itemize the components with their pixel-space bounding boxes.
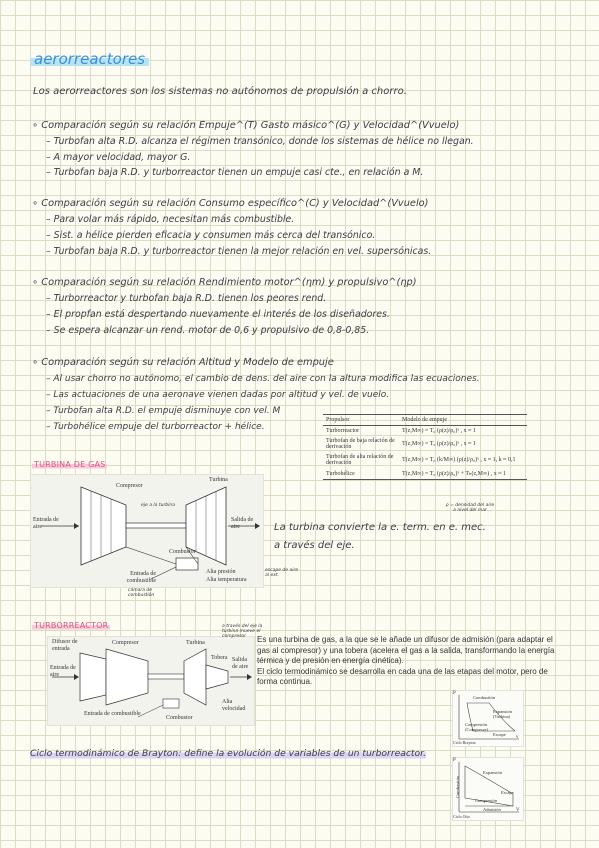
- table-header: Modelo de empuje: [402, 417, 447, 423]
- section-2-item: – Turbofan baja R.D. y turborreactor tienen la mejor relación en vel. supersónicas.: [46, 246, 432, 257]
- compressor-shape: [106, 649, 148, 705]
- label-alta-temperatura: Alta temperatura: [206, 577, 247, 583]
- graph1-label: Escape: [493, 732, 506, 737]
- shaft-shape: [126, 523, 186, 528]
- thrust-model-table: [323, 414, 527, 480]
- arrow-icon: [247, 674, 252, 680]
- turbina-caption-2: a través del eje.: [274, 540, 355, 551]
- table-row: [323, 436, 527, 452]
- turborreactor-tag: TURBORREACTOR: [34, 621, 109, 630]
- page-title: aerorreactores: [30, 50, 149, 68]
- section-4-item: – Al usar chorro no autónomo, el cambio de dens. del aire con la altura modifica las ecuaciones.: [46, 374, 480, 384]
- label-salida-aire: Salida de aire: [232, 657, 249, 670]
- table-cell: T(z,M∞) = T₀ (k/M∞) (ρ(z)/ρ₀)ˣ , x ≈ 1, k ≈ 0,1: [402, 457, 516, 463]
- label-difusor: Difusor de entrada: [52, 639, 78, 652]
- table-cell: T(z,M∞) = T₀ (ρ(z)/ρ₀)ˣ , x ≈ 1: [402, 428, 476, 434]
- section-2-item-3: Turbofan baja R.D. y turborreactor tienen la mejor relación en vel. supersónicas.: [53, 246, 432, 257]
- note-turbina-compresor: a través del eje la turbina mueve el compresor: [222, 624, 263, 639]
- section-1-heading-text: Comparación según su relación Empuje^(T) Gasto másico^(G) y Velocidad^(Vvuelo): [41, 120, 460, 131]
- section-1-heading: [32, 120, 459, 131]
- note-escape: escape de aire al ext.: [265, 568, 299, 578]
- brayton-sentence: Ciclo termodinámico de Brayton: define la evolución de variables de un turborreactor.: [30, 748, 427, 759]
- arrow-icon: [74, 523, 79, 529]
- label-combustor: Combustor: [166, 715, 193, 721]
- turborreactor-description: [257, 635, 557, 688]
- graph1-caption: Ciclo Brayton: [453, 740, 476, 745]
- bullet-dot: ∘: [32, 120, 39, 131]
- label-salida-aire: Salida de aire: [231, 517, 254, 530]
- graph1-label: Combustión: [473, 695, 496, 700]
- section-3-item-1: Turborreactor y turbofan baja R.D. tienen los peores rend.: [53, 293, 327, 304]
- section-4-item-2: Las actuaciones de una aeronave vienen dadas por altitud y vel. de vuelo.: [53, 390, 390, 400]
- section-1-item: – A mayor velocidad, mayor G.: [46, 152, 191, 163]
- section-4-item-3: Turbofan alta R.D. el empuje disminuye con vel. M: [53, 406, 281, 416]
- section-4-item-4: Turbohélice empuje del turborreactor + hélice.: [53, 422, 265, 432]
- table-row: [323, 426, 527, 437]
- table-cell: Turbohélice: [326, 470, 355, 477]
- section-3-heading-text: Comparación según su relación Rendimiento motor^(ηm) y propulsivo^(ηp): [41, 277, 417, 288]
- section-4-item: – Las actuaciones de una aeronave vienen dadas por altitud y vel. de vuelo.: [46, 390, 390, 400]
- bullet-dot: ∘: [32, 357, 39, 368]
- section-1-item: – Turbofan alta R.D. alcanza el régimen transónico, donde los sistemas de hélice no llegan.: [46, 136, 474, 147]
- table-cell: T(z,M∞) = T₀ (ρ(z)/ρ₀)ˣ , x ≈ 1: [402, 441, 476, 447]
- section-2-item: – Para volar más rápido, necesitan más combustible.: [46, 214, 295, 225]
- section-2-heading: [32, 198, 429, 209]
- table-cell: Turbofan de alta relación de derivación: [326, 454, 394, 466]
- table-cell: Turborreactor: [326, 428, 360, 434]
- section-4-item-1: Al usar chorro no autónomo, el cambio de dens. del aire con la altura modifica las ecuaciones.: [53, 374, 480, 384]
- section-4-item: – Turbohélice empuje del turborreactor + hélice.: [46, 422, 265, 432]
- section-3-item: – Turborreactor y turbofan baja R.D. tienen los peores rend.: [46, 293, 327, 304]
- graph1-label: Expansión (Turbina): [493, 709, 512, 719]
- bullet-dot: ∘: [32, 277, 39, 288]
- label-turbina: Turbina: [209, 477, 228, 483]
- graph1-label: Compresión (Compresor): [465, 722, 488, 732]
- turbine-shape: [184, 649, 206, 705]
- turbina-caption-1: La turbina convierte la e. term. en e. mec.: [274, 522, 486, 533]
- section-1-item-3: Turbofan baja R.D. y turborreactor tienen un empuje casi cte., en relación a M.: [53, 167, 424, 178]
- label-turbina: Turbina: [186, 640, 205, 646]
- graph2-label: Expansión: [483, 770, 502, 775]
- table-cell: T(z,M∞) = T₀ (ρ(z)/ρ₀)ˣ + Tₕ(z,M∞) , x ≈ 1: [402, 471, 507, 477]
- section-3-item: – El propfan está despertando nuevamente el interés de los diseñadores.: [46, 309, 390, 320]
- intro-text: Los aerorreactores son los sistemas no autónomos de propulsión a chorro.: [33, 86, 407, 97]
- otto-graph: [452, 757, 524, 821]
- graph2-ylabel: P: [453, 758, 456, 763]
- turbina-tag: TURBINA DE GAS: [34, 460, 106, 469]
- label-tobera: Tobera: [211, 655, 228, 661]
- section-1-item-2: A mayor velocidad, mayor G.: [53, 152, 191, 163]
- graph2-caption: Ciclo Otto: [453, 814, 470, 819]
- table-header-row: [323, 415, 527, 426]
- gas-turbine-diagram: [30, 474, 264, 588]
- table-row: [323, 452, 527, 468]
- label-entrada-aire: Entrada de aire: [33, 517, 59, 530]
- table-row: [323, 468, 527, 480]
- note-camara: cámara de combustión: [128, 588, 155, 598]
- section-4-heading-text: Comparación según su relación Altitud y Modelo de empuje: [41, 357, 334, 368]
- graph2-label: Admisión: [483, 807, 501, 812]
- label-alta-presion: Alta presión: [206, 569, 236, 575]
- table-cell: Turbofan de baja relación de derivación: [326, 438, 395, 450]
- graph2-label: Combustión: [455, 775, 460, 798]
- combustor-shape: [163, 699, 179, 708]
- section-4-heading: [32, 357, 334, 368]
- turbojet-diagram: [47, 636, 255, 726]
- section-3-item: – Se espera alcanzar un rend. motor de 0,6 y propulsivo de 0,8-0,85.: [46, 325, 370, 336]
- table-note: ρ = densidad del aire a nivel del mar: [445, 503, 495, 513]
- section-1-item: – Turbofan baja R.D. y turborreactor tienen un empuje casi cte., en relación a M.: [46, 167, 424, 178]
- section-1-item-1: Turbofan alta R.D. alcanza el régimen transónico, donde los sistemas de hélice no llegan.: [53, 136, 474, 147]
- label-compresor: Compresor: [112, 640, 139, 646]
- label-compresor: Compresor: [116, 483, 143, 489]
- description-paragraph: Es una turbina de gas, a la que se le añade un difusor de admisión (para adaptar el gas al compresor) y una tobera (acelera el gas a la salida, transformando la energía térmica y de presión en energía cinética).: [257, 635, 555, 665]
- graph1-xlabel: v: [516, 735, 519, 740]
- label-combustor: Combustor: [169, 549, 196, 555]
- shaft-shape: [148, 674, 184, 679]
- description-paragraph-2: El ciclo termodinámico se desarrolla en cada una de las etapas del motor, pero de forma continua.: [257, 666, 548, 686]
- diffuser-shape: [80, 653, 106, 701]
- graph2-label: Escape: [501, 790, 514, 795]
- graph2-xlabel: V: [516, 808, 520, 813]
- fuel-line: [138, 705, 163, 717]
- label-entrada-combustible: Entrada de combustible: [84, 711, 141, 717]
- section-2-item-1: Para volar más rápido, necesitan más combustible.: [53, 214, 295, 225]
- nozzle-shape: [206, 665, 228, 689]
- label-alta-velocidad: Alta velocidad: [222, 699, 246, 712]
- label-entrada-combustible: Entrada de combustible: [126, 571, 156, 584]
- note-eje: eje a la turbina: [141, 503, 176, 508]
- bullet-dot: ∘: [32, 198, 39, 209]
- graph2-label: Compresión: [475, 798, 497, 803]
- section-4-item: – Turbofan alta R.D. el empuje disminuye con vel. M: [46, 406, 281, 416]
- graph1-ylabel: P: [453, 691, 456, 696]
- table-header: Propulsor: [326, 417, 350, 423]
- section-2-heading-text: Comparación según su relación Consumo específico^(C) y Velocidad^(Vvuelo): [41, 198, 429, 209]
- brayton-graph: [452, 690, 524, 747]
- section-3-item-2: El propfan está despertando nuevamente el interés de los diseñadores.: [53, 309, 390, 320]
- section-3-heading: [32, 277, 417, 288]
- label-entrada-aire: Entrada de aire: [50, 665, 76, 678]
- section-2-item: – Sist. a hélice pierden eficacia y consumen más cerca del transónico.: [46, 230, 376, 241]
- section-2-item-2: Sist. a hélice pierden eficacia y consumen más cerca del transónico.: [53, 230, 376, 241]
- compressor-shape: [81, 487, 126, 565]
- section-3-item-3: Se espera alcanzar un rend. motor de 0,6 y propulsivo de 0,8-0,85.: [53, 325, 370, 336]
